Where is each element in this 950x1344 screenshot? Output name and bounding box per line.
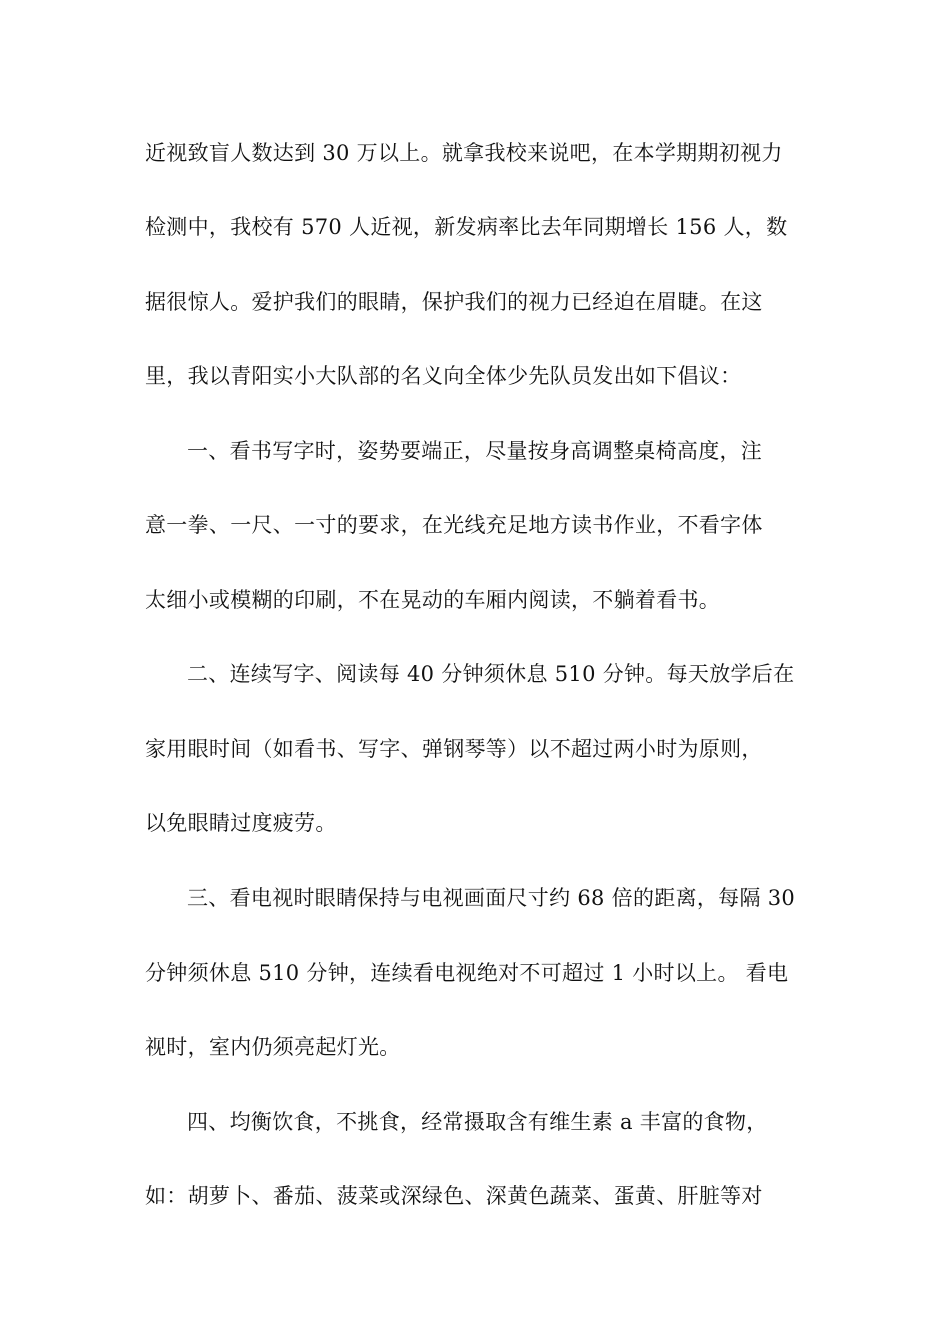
text-line: 据很惊人。爱护我们的眼睛，保护我们的视力已经迫在眉睫。在这	[145, 290, 763, 314]
text-line: 如：胡萝卜、番茄、菠菜或深绿色、深黄色蔬菜、蛋黄、肝脏等对	[145, 1184, 763, 1208]
paragraph-first-line: 一、看书写字时，姿势要端正，尽量按身高调整桌椅高度，注	[187, 439, 763, 463]
text-line: 意一拳、一尺、一寸的要求，在光线充足地方读书作业，不看字体	[145, 513, 763, 537]
paragraph-first-line: 三、看电视时眼睛保持与电视画面尺寸约 68 倍的距离，每隔 30	[187, 886, 796, 910]
paragraph-first-line: 四、均衡饮食，不挑食，经常摄取含有维生素 a 丰富的食物，	[187, 1110, 768, 1134]
text-line: 检测中，我校有 570 人近视，新发病率比去年同期增长 156 人，数	[145, 215, 788, 239]
text-line: 太细小或模糊的印刷，不在晃动的车厢内阅读，不躺着看书。	[145, 588, 721, 612]
text-line: 以免眼睛过度疲劳。	[145, 811, 337, 835]
paragraph-first-line: 二、连续写字、阅读每 40 分钟须休息 510 分钟。每天放学后在	[187, 662, 795, 686]
text-line: 家用眼时间（如看书、写字、弹钢琴等）以不超过两小时为原则，	[145, 737, 763, 761]
text-line: 里，我以青阳实小大队部的名义向全体少先队员发出如下倡议：	[145, 364, 742, 388]
text-line: 近视致盲人数达到 30 万以上。就拿我校来说吧，在本学期期初视力	[145, 141, 783, 165]
text-line: 视时，室内仍须亮起灯光。	[145, 1035, 401, 1059]
text-line: 分钟须休息 510 分钟，连续看电视绝对不可超过 1 小时以上。 看电	[145, 961, 789, 985]
